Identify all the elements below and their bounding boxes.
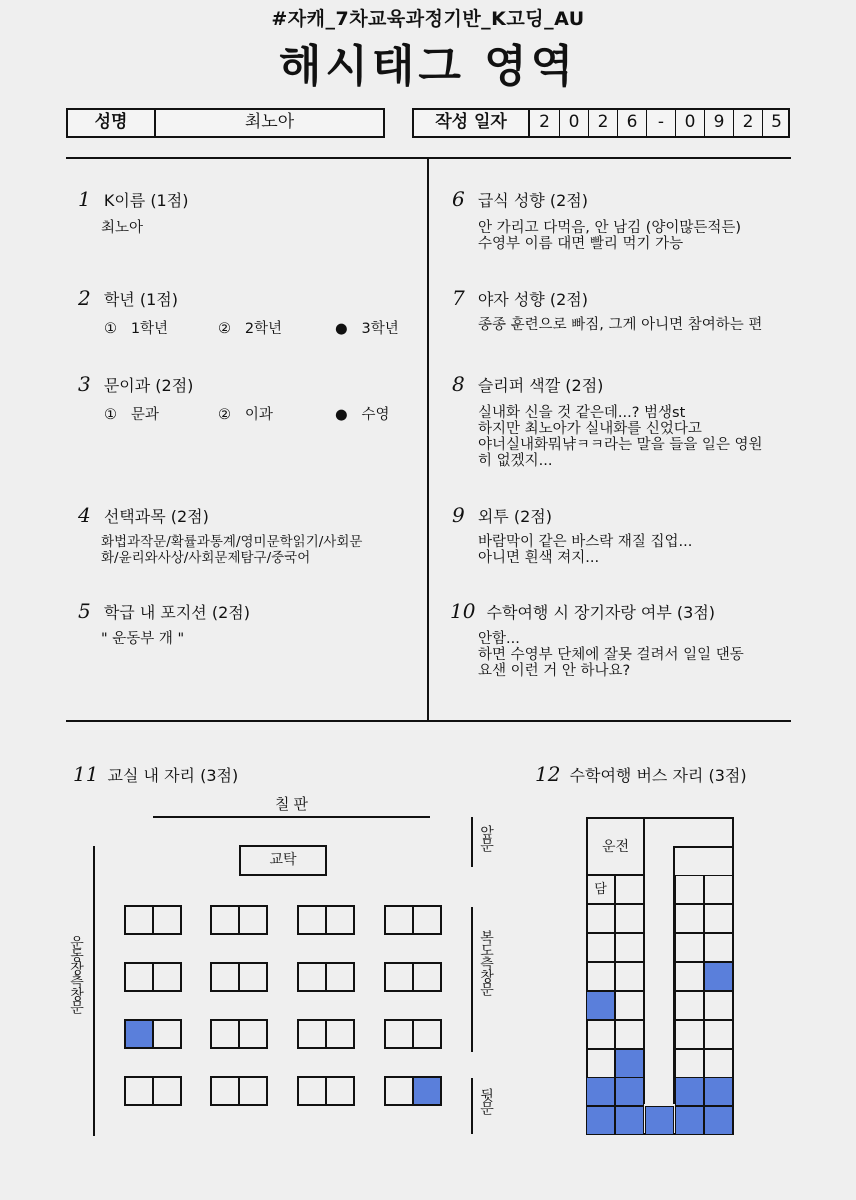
question-number: 11 — [73, 762, 99, 786]
bus-seat-selected — [704, 1077, 733, 1106]
bus-seat-selected — [704, 962, 733, 991]
seat-selected — [126, 1021, 152, 1047]
bus-seat — [615, 1020, 644, 1049]
option-mark: ① — [104, 321, 117, 337]
question-5 — [78, 599, 250, 623]
question-number: 1 — [78, 187, 91, 211]
date-value-box — [528, 108, 790, 138]
option-grade-2 — [218, 317, 282, 338]
answer-8-line2: 하지만 최노아가 실내화를 신었다고 — [478, 421, 702, 437]
bus-seat — [704, 904, 733, 933]
blackboard-label: 칠판 — [275, 795, 312, 813]
seat — [152, 1021, 180, 1047]
bus-seat — [675, 1020, 704, 1049]
question-title: 학급 내 포지션 (2점) — [103, 603, 250, 622]
answer-1: 최노아 — [101, 220, 144, 236]
seat — [126, 907, 152, 933]
bus-seat — [675, 904, 704, 933]
question-6 — [452, 187, 588, 211]
question-2 — [78, 286, 178, 310]
question-number: 2 — [78, 286, 91, 310]
seat — [212, 964, 238, 990]
name-label-box — [66, 108, 156, 138]
bus-seat — [586, 1020, 615, 1049]
date-digit: 6 — [617, 110, 646, 136]
blackboard-line — [153, 816, 430, 818]
bus-back-seat — [675, 1106, 704, 1135]
question-number: 12 — [535, 762, 561, 786]
answer-10-line2: 하면 수영부 단체에 잘못 걸려서 일일 댄동 — [478, 647, 744, 663]
answer-9-line1: 바람막이 같은 바스락 재질 집업... — [478, 534, 693, 550]
seat — [299, 1078, 325, 1104]
question-number: 9 — [452, 503, 465, 527]
question-title: 야자 성향 (2점) — [477, 290, 588, 309]
question-7 — [452, 286, 588, 310]
seat — [325, 1078, 353, 1104]
desk-pair — [124, 905, 182, 935]
question-title: 급식 성향 (2점) — [477, 191, 588, 210]
desk-pair — [210, 1019, 268, 1049]
option-mark: ② — [218, 321, 231, 337]
date-digit: 9 — [704, 110, 733, 136]
question-number: 10 — [450, 599, 476, 623]
back-door-wall — [471, 1078, 473, 1134]
bus-layout — [586, 817, 734, 1135]
bus-seat — [615, 904, 644, 933]
seat — [212, 1021, 238, 1047]
divider-bottom — [66, 720, 791, 722]
bus-seat — [704, 875, 733, 904]
bus-seat — [704, 1020, 733, 1049]
seat — [325, 964, 353, 990]
bus-seat — [704, 1049, 733, 1078]
page-title: 해시태그 영역 — [278, 41, 578, 92]
divider-center — [427, 157, 429, 721]
seat — [152, 964, 180, 990]
bus-seat — [675, 991, 704, 1020]
bus-back-seat — [586, 1106, 615, 1135]
bus-seat — [586, 904, 615, 933]
field-window-wall — [93, 846, 95, 1136]
bus-seat — [615, 875, 644, 904]
hallway-window-wall — [471, 907, 473, 1052]
seat — [386, 907, 412, 933]
date-digit: 5 — [762, 110, 790, 136]
seat — [238, 1078, 266, 1104]
option-label: 문과 — [130, 407, 159, 423]
option-mark: ① — [104, 407, 117, 423]
question-10 — [450, 599, 715, 623]
question-number: 8 — [452, 372, 465, 396]
desk-pair — [384, 1076, 442, 1106]
seat — [299, 964, 325, 990]
seat — [238, 907, 266, 933]
bus-seat — [675, 875, 704, 904]
bus-seat — [615, 933, 644, 962]
question-title: 외투 (2점) — [477, 507, 552, 526]
seat — [152, 1078, 180, 1104]
question-12 — [535, 762, 747, 786]
hallway-window-label: 복도측창문 — [478, 930, 494, 995]
question-number: 7 — [452, 286, 465, 310]
desk-pair — [297, 962, 355, 992]
bus-back-seat — [645, 1106, 674, 1135]
option-label: 수영 — [361, 407, 390, 423]
question-9 — [452, 503, 552, 527]
bus-back-seat — [615, 1106, 644, 1135]
seat — [325, 1021, 353, 1047]
teacher-desk — [239, 845, 327, 876]
option-label: 1학년 — [130, 321, 169, 337]
question-8 — [452, 372, 603, 396]
name-value-box — [154, 108, 385, 138]
option-track-2 — [218, 403, 273, 424]
option-label: 이과 — [244, 407, 273, 423]
desk-pair — [384, 905, 442, 935]
name-label: 성명 — [94, 112, 128, 132]
seat-selected — [412, 1078, 440, 1104]
teacher-desk-label: 교탁 — [269, 852, 297, 868]
seat — [325, 907, 353, 933]
question-number: 6 — [452, 187, 465, 211]
seat — [386, 964, 412, 990]
question-11 — [73, 762, 238, 786]
question-4 — [78, 503, 209, 527]
bus-seat — [675, 962, 704, 991]
bus-seat-selected — [615, 1049, 644, 1078]
option-grade-3 — [335, 317, 399, 338]
field-window-label: 운동장측창문 — [68, 935, 84, 1013]
question-number: 5 — [78, 599, 91, 623]
bus-seat-selected — [675, 1077, 704, 1106]
option-grade-1 — [104, 317, 168, 338]
driver-seat — [586, 817, 645, 875]
desk-pair — [210, 962, 268, 992]
answer-10-line1: 안함... — [478, 631, 520, 647]
bus-seat-selected — [586, 991, 615, 1020]
front-door-wall — [471, 817, 473, 867]
answer-8-line1: 실내화 신을 것 같은데...? 범생st — [478, 405, 686, 421]
answer-4-line2: 화/윤리와사상/사회문제탐구/중국어 — [101, 550, 311, 566]
bus-back-seat — [704, 1106, 733, 1135]
seat — [238, 964, 266, 990]
question-number: 4 — [78, 503, 91, 527]
seat — [412, 1021, 440, 1047]
date-digit: 2 — [733, 110, 762, 136]
option-label: 2학년 — [244, 321, 283, 337]
desk-pair — [297, 905, 355, 935]
option-mark: ● — [335, 321, 348, 337]
question-title: 학년 (1점) — [103, 290, 178, 309]
seat — [238, 1021, 266, 1047]
seat — [126, 964, 152, 990]
question-1 — [78, 187, 188, 211]
seat — [386, 1078, 412, 1104]
seat — [412, 907, 440, 933]
bus-seat-selected — [615, 1077, 644, 1106]
desk-pair — [124, 962, 182, 992]
answer-4-line1: 화법과작문/확률과통계/영미문학읽기/사회문 — [101, 534, 363, 550]
option-label: 3학년 — [361, 321, 399, 337]
question-3 — [78, 372, 193, 396]
date-digit: - — [646, 110, 675, 136]
seat — [212, 1078, 238, 1104]
seat — [126, 1078, 152, 1104]
bus-top-right — [673, 846, 734, 848]
date-digit: 0 — [559, 110, 588, 136]
answer-9-line2: 아니면 흰색 져지... — [478, 550, 600, 566]
back-door-label: 뒷문 — [478, 1088, 494, 1114]
bus-door-cell — [586, 875, 615, 904]
option-mark: ② — [218, 407, 231, 423]
desk-pair — [384, 962, 442, 992]
bus-seat — [615, 991, 644, 1020]
question-title: 수학여행 버스 자리 (3점) — [569, 766, 747, 785]
seat — [212, 907, 238, 933]
question-title: 문이과 (2점) — [103, 376, 194, 395]
bus-seat — [586, 1049, 615, 1078]
bus-seat — [615, 962, 644, 991]
answer-10-line3: 요샌 이런 거 안 하나요? — [478, 663, 631, 679]
door-label: 담 — [594, 882, 607, 897]
desk-pair — [210, 905, 268, 935]
desk-pair — [297, 1019, 355, 1049]
seat — [386, 1021, 412, 1047]
desk-pair — [384, 1019, 442, 1049]
bus-seat — [704, 991, 733, 1020]
answer-5: " 운동부 개 " — [101, 631, 185, 647]
bus-seat — [675, 933, 704, 962]
desk-pair — [297, 1076, 355, 1106]
date-digit: 2 — [539, 112, 550, 132]
seat — [299, 907, 325, 933]
option-mark: ● — [335, 407, 348, 423]
answer-6-line1: 안 가리고 다먹음, 안 남김 (양이많든적든) — [478, 220, 742, 236]
date-digit: 0 — [675, 110, 704, 136]
bus-seat-selected — [586, 1077, 615, 1106]
question-title: 교실 내 자리 (3점) — [107, 766, 239, 785]
bus-seat — [704, 933, 733, 962]
question-number: 3 — [78, 372, 91, 396]
answer-8-line4: 히 없겠지... — [478, 453, 553, 469]
bus-seat — [675, 1049, 704, 1078]
question-title: K이름 (1점) — [103, 191, 189, 210]
driver-label: 운전 — [601, 839, 630, 855]
name-value: 최노아 — [244, 112, 295, 132]
desk-pair — [124, 1019, 182, 1049]
answer-8-line3: 야너실내화뭐냒ㅋㅋ라는 말을 들을 일은 영원 — [478, 437, 763, 453]
option-track-1 — [104, 403, 159, 424]
date-label-box — [412, 108, 530, 138]
answer-6-line2: 수영부 이름 대면 빨리 먹기 가능 — [478, 236, 684, 252]
question-title: 슬리퍼 색깔 (2점) — [477, 376, 604, 395]
desk-pair — [210, 1076, 268, 1106]
option-track-3 — [335, 403, 390, 424]
bus-seat — [586, 933, 615, 962]
hashtag-title: #자캐_7차교육과정기반_K고딩_AU — [271, 8, 585, 30]
bus-seat — [586, 962, 615, 991]
seat — [412, 964, 440, 990]
seat — [299, 1021, 325, 1047]
front-door-label: 앞문 — [478, 825, 494, 851]
question-title: 수학여행 시 장기자랑 여부 (3점) — [486, 603, 716, 622]
date-label: 작성 일자 — [435, 112, 507, 132]
question-title: 선택과목 (2점) — [103, 507, 209, 526]
date-digit: 2 — [588, 110, 617, 136]
desk-pair — [124, 1076, 182, 1106]
seat — [152, 907, 180, 933]
answer-7: 종종 훈련으로 빠짐, 그게 아니면 참여하는 편 — [478, 317, 763, 333]
